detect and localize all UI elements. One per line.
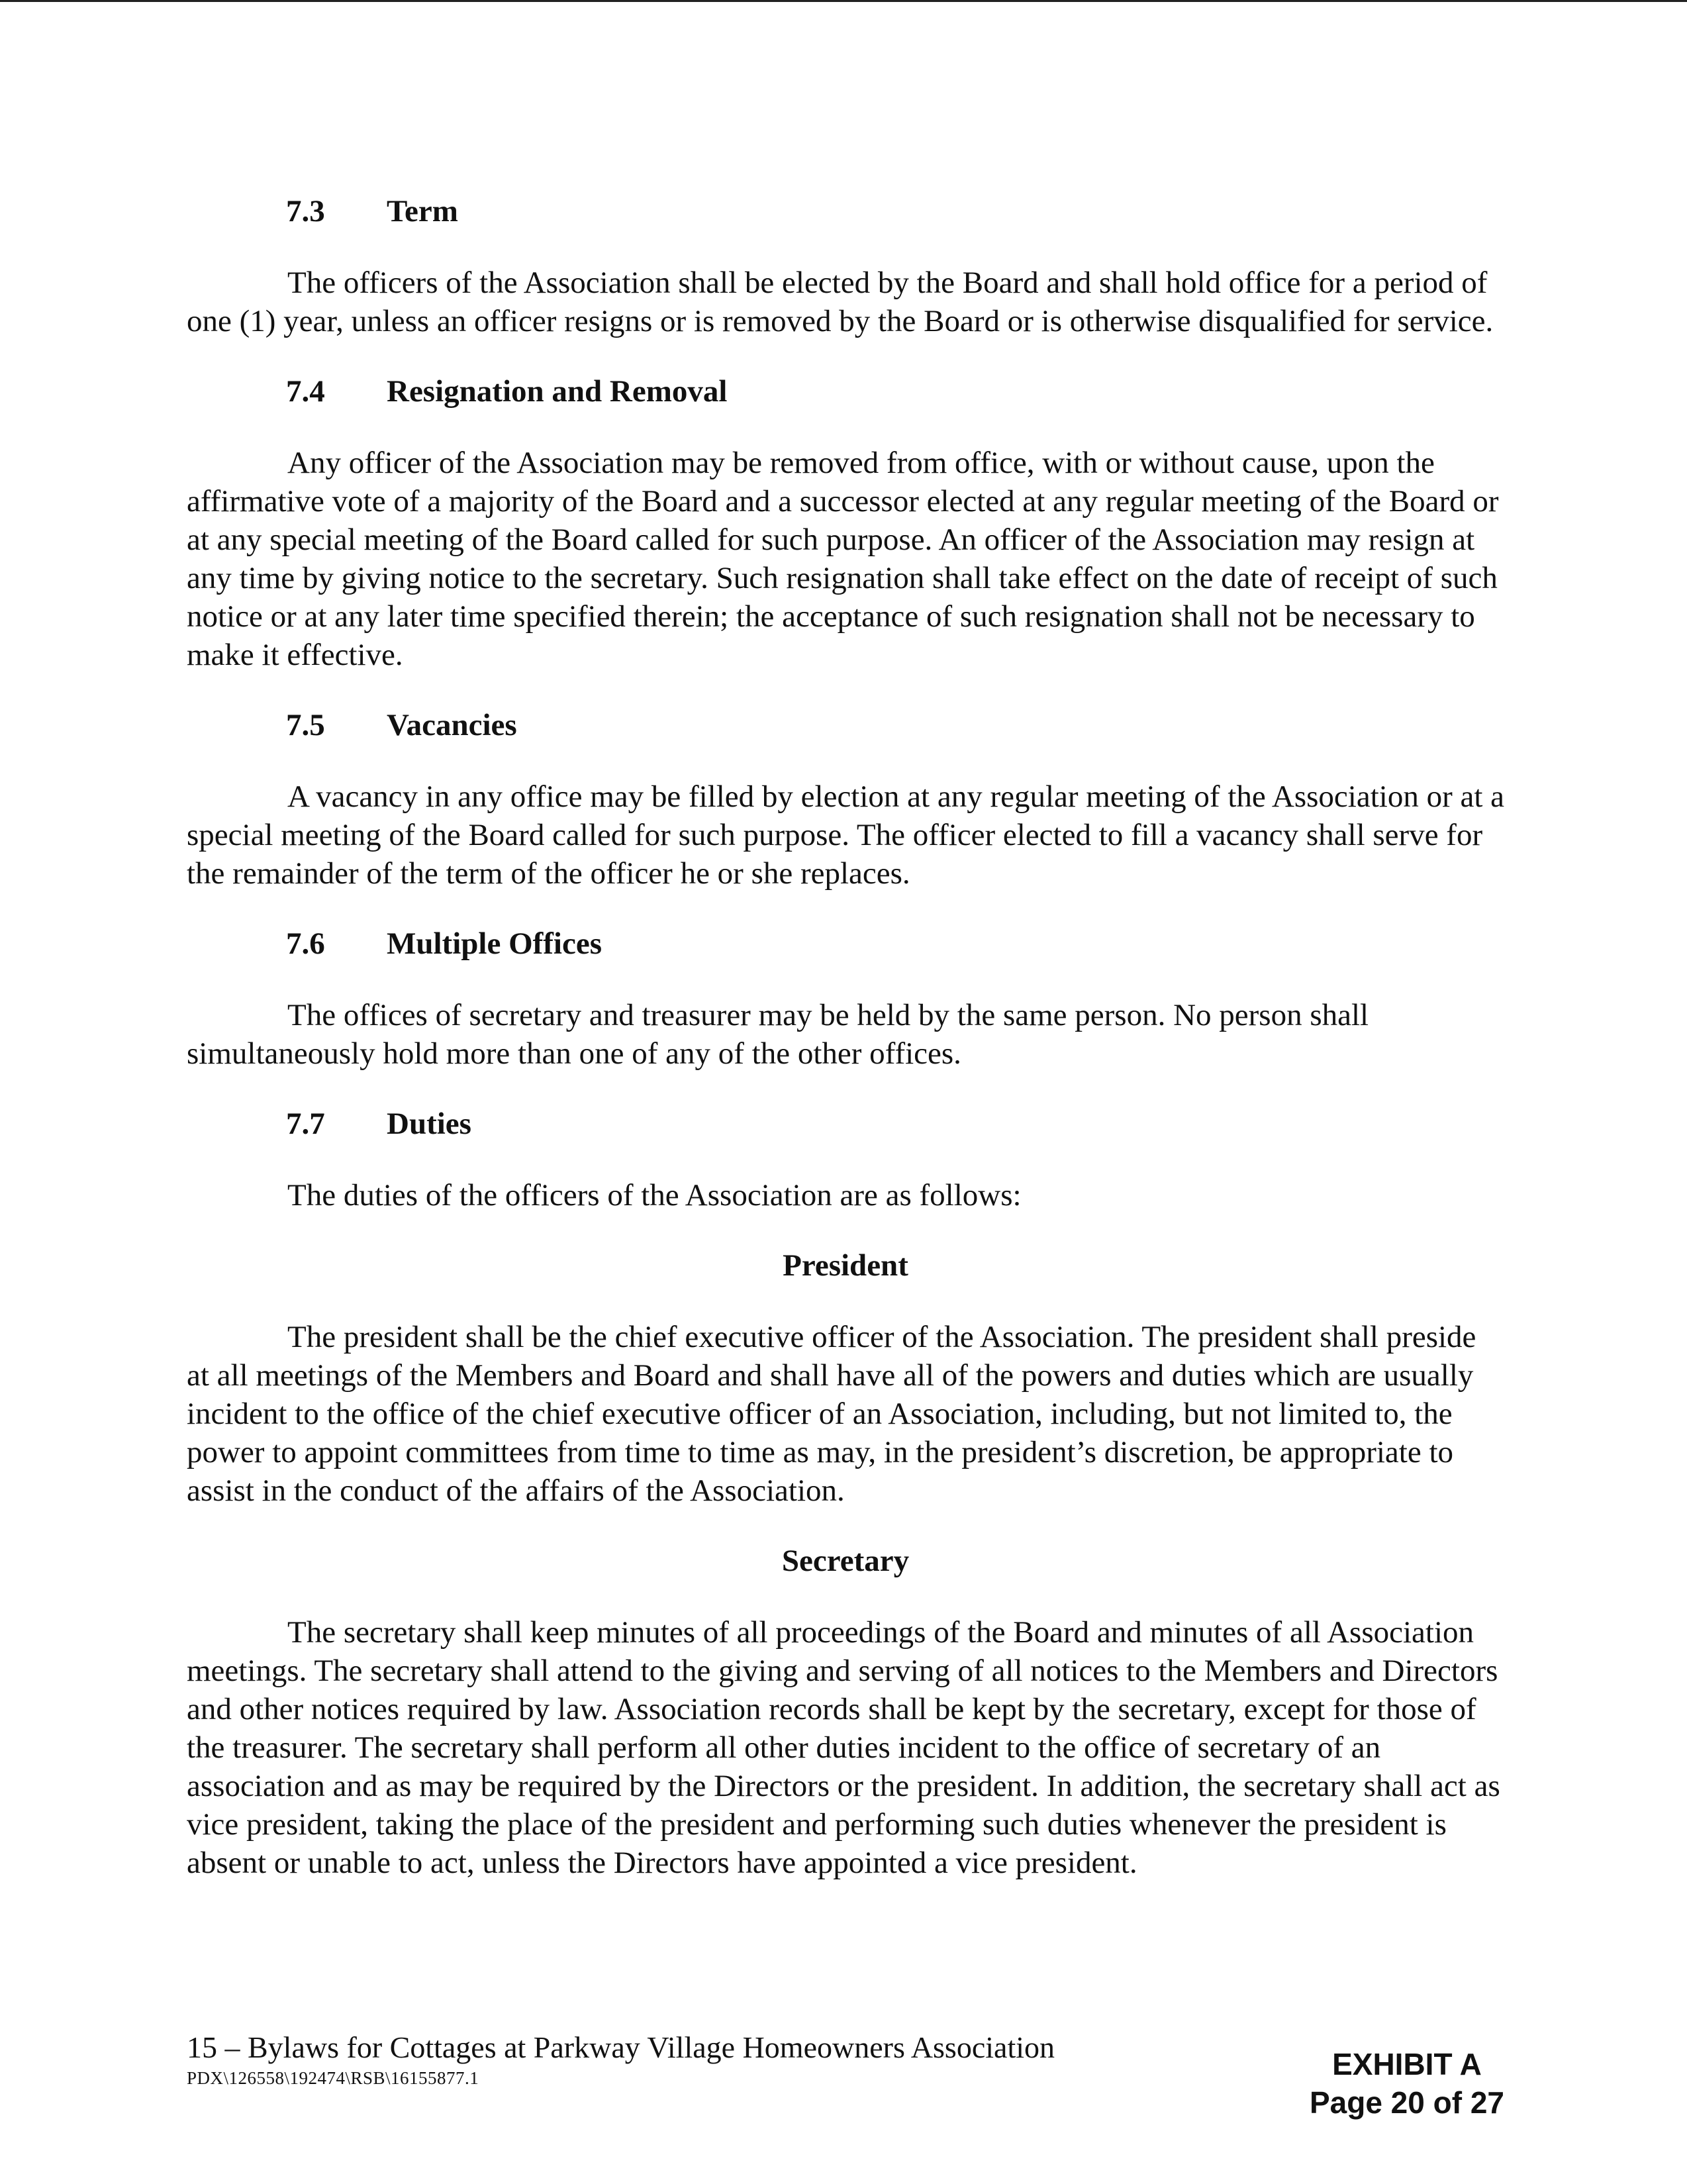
section-heading-duties — [187, 1105, 1504, 1143]
section-number: 7.4 — [286, 374, 325, 409]
section-title: Resignation and Removal — [387, 374, 728, 409]
section-title: Term — [387, 194, 458, 228]
section-number: 7.6 — [286, 926, 325, 961]
section-heading-term — [187, 192, 1504, 230]
section-heading-resignation-removal — [187, 372, 1504, 411]
section-heading-multiple-offices — [187, 924, 1504, 963]
paragraph-president: The president shall be the chief executive officer of the Association. The president shall preside at all meetings of the Members and Board and shall have all of the powers and duties which are usually incident to the office of the chief executive officer of an Association, including, but not limited to, the power to appoint committees from time to time as may, in the president’s discretion, be appropriate to assist in the conduct of the affairs of the Association. — [187, 1320, 1476, 1508]
section-number: 7.3 — [286, 194, 325, 228]
document-body — [187, 192, 1504, 1882]
section-number: 7.5 — [286, 708, 325, 742]
paragraph-term: The officers of the Association shall be elected by the Board and shall hold office for a period of one (1) year, unless an officer resigns or is removed by the Board or is otherwise disqualified for service. — [187, 266, 1494, 338]
footer-document-title: 15 – Bylaws for Cottages at Parkway Village Homeowners Association — [187, 2030, 1055, 2064]
paragraph-vacancies: A vacancy in any office may be filled by election at any regular meeting of the Association or at a special meeting of the Board called for such purpose. The officer elected to fill a vacancy shall serve for the remainder of the term of the officer he or she replaces. — [187, 779, 1505, 891]
page-footer — [187, 2029, 1504, 2122]
paragraph-multiple-offices: The offices of secretary and treasurer may be held by the same person. No person shall simultaneously hold more than one of any of the other offices. — [187, 998, 1369, 1071]
paragraph-duties-intro: The duties of the officers of the Association are as follows: — [287, 1178, 1022, 1213]
page-top-edge — [0, 0, 1687, 2]
section-title: Multiple Offices — [387, 926, 602, 961]
section-number: 7.7 — [286, 1107, 325, 1141]
footer-document-id: PDX\126558\192474\RSB\16155877.1 — [187, 2068, 479, 2088]
subheading-president: President — [783, 1248, 908, 1283]
exhibit-label: EXHIBIT A — [1332, 2047, 1482, 2081]
subheading-secretary: Secretary — [781, 1544, 910, 1578]
exhibit-page-label: Page 20 of 27 — [1309, 2085, 1504, 2120]
section-heading-vacancies — [187, 706, 1504, 744]
paragraph-resignation-removal: Any officer of the Association may be removed from office, with or without cause, upon the affirmative vote of a majority of the Board and a successor elected at any regular meeting of the Board or at any special meeting of the Board called for such purpose. An officer of the Association may resign at any time by giving notice to the secretary. Such resignation shall take effect on the date of receipt of such notice or at any later time specified therein; the acceptance of such resignation shall not be necessary to make it effective. — [187, 446, 1499, 672]
section-title: Vacancies — [387, 708, 517, 742]
exhibit-stamp — [1310, 2045, 1504, 2122]
section-title: Duties — [387, 1107, 471, 1141]
paragraph-secretary: The secretary shall keep minutes of all proceedings of the Board and minutes of all Association meetings. The secretary shall attend to the giving and serving of all notices to the Members and Directors and other notices required by law. Association records shall be kept by the secretary, except for those of the treasurer. The secretary shall perform all other duties incident to the office of secretary of an association and as may be required by the Directors or the president. In addition, the secretary shall act as vice president, taking the place of the president and performing such duties whenever the president is absent or unable to act, unless the Directors have appointed a vice president. — [187, 1615, 1500, 1880]
